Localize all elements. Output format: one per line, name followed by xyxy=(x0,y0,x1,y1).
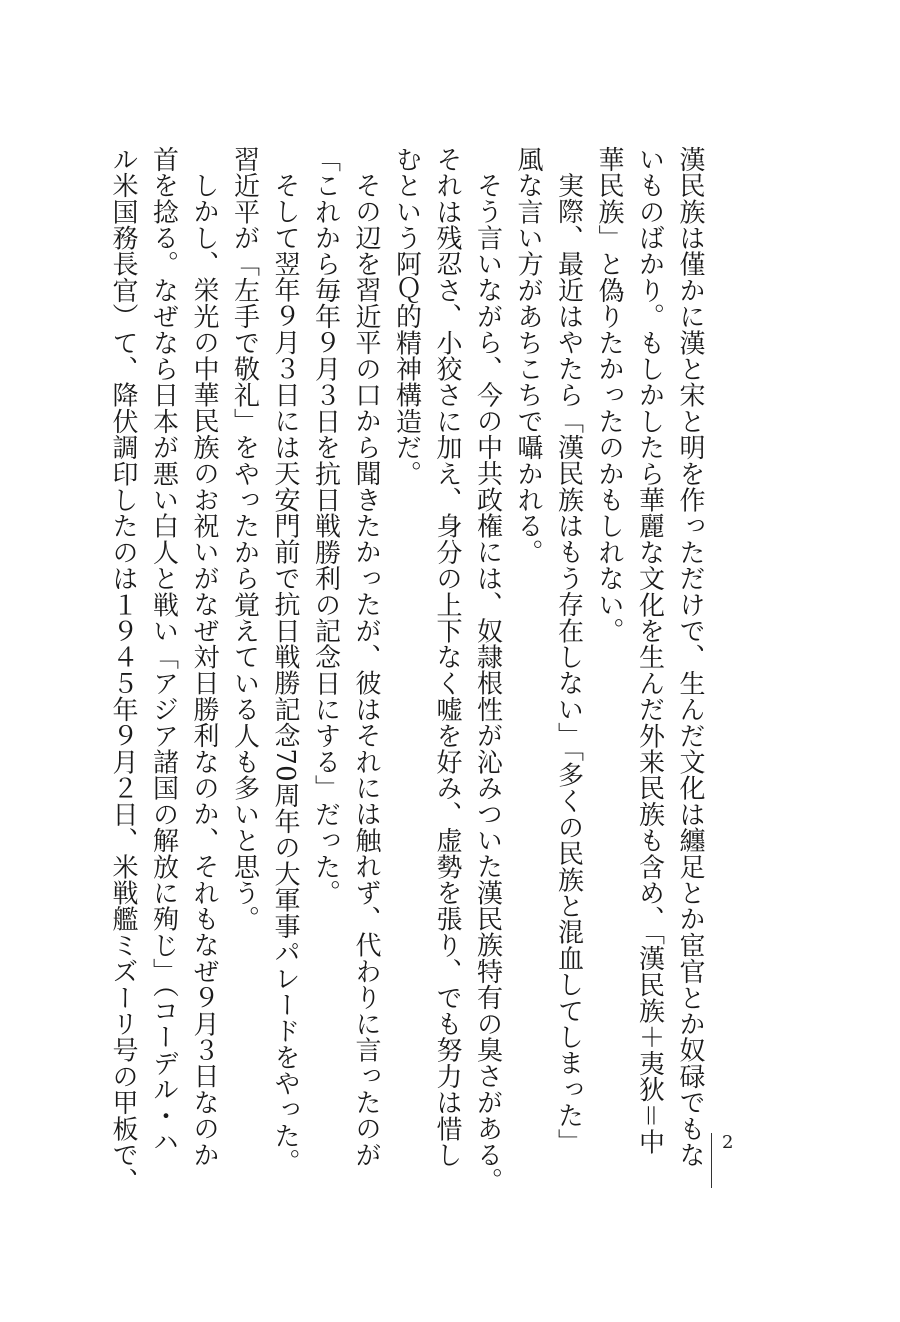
text-line-15: ル米国務長官）て、降伏調印したのは１９４５年９月２日、米戦艦ミズーリ号の甲板で、 xyxy=(108,146,138,1194)
text-line-12: 習近平が「左手で敬礼」をやったから覚えている人も多いと思う。 xyxy=(229,146,260,932)
text-line-6 xyxy=(467,146,508,1194)
text-line-14: 首を捻る。なぜなら日本が悪い白人と戦い「アジア諸国の解放に殉じ」（コーデル・ハ xyxy=(148,146,179,1155)
text-line-1: 漢民族は僅かに漢と宋と明を作っただけで、生んだ文化は纏足とか宦官とか奴碌でもな xyxy=(675,146,705,1168)
text-line-6-content: そう言いながら、今の中共政権には、奴隷根性が沁みついた漢民族特有の臭さがある。 xyxy=(472,172,503,1194)
text-line-8: むという阿Ｑ的精神構造だ。 xyxy=(391,146,422,487)
text-line-2: いものばかり。もしかしたら華麗な文化を生んだ外来民族も含め、「漢民族＋夷狄＝中 xyxy=(634,146,665,1155)
text-line-7: それは残忍さ、小狡さに加え、身分の上下なく嘘を好み、虚勢を張り、でも努力は惜し xyxy=(432,146,462,1168)
text-line-13-content: しかし、栄光の中華民族のお祝いがなぜ対日勝利なのか、それもなぜ９月３日なのか xyxy=(189,172,219,1168)
text-line-3: 華民族」と偽りたかったのかもしれない。 xyxy=(594,146,624,644)
folio-rule xyxy=(711,1133,712,1188)
text-line-4-content: 実際、最近はやたら「漢民族はもう存在しない」「多くの民族と混血してしまった」 xyxy=(553,172,584,1155)
page-number: 2 xyxy=(722,1132,734,1153)
text-line-10: 「これから毎年９月３日を抗日戦勝利の記念日にする」だった。 xyxy=(310,146,341,906)
text-line-9-content: その辺を習近平の口から聞きたかったが、彼はそれには触れず、代わりに言ったのが xyxy=(351,172,381,1168)
vertical-text-block xyxy=(108,146,710,1194)
text-line-11 xyxy=(265,146,306,1175)
text-line-11-content: そして翌年９月３日には天安門前で抗日戦勝記念70周年の大軍事パレードをやった。 xyxy=(270,172,300,1175)
text-line-9 xyxy=(346,146,387,1168)
text-line-5: 風な言い方があちこちで囁かれる。 xyxy=(513,146,543,566)
text-line-13 xyxy=(184,146,225,1168)
text-line-4 xyxy=(548,146,589,1155)
